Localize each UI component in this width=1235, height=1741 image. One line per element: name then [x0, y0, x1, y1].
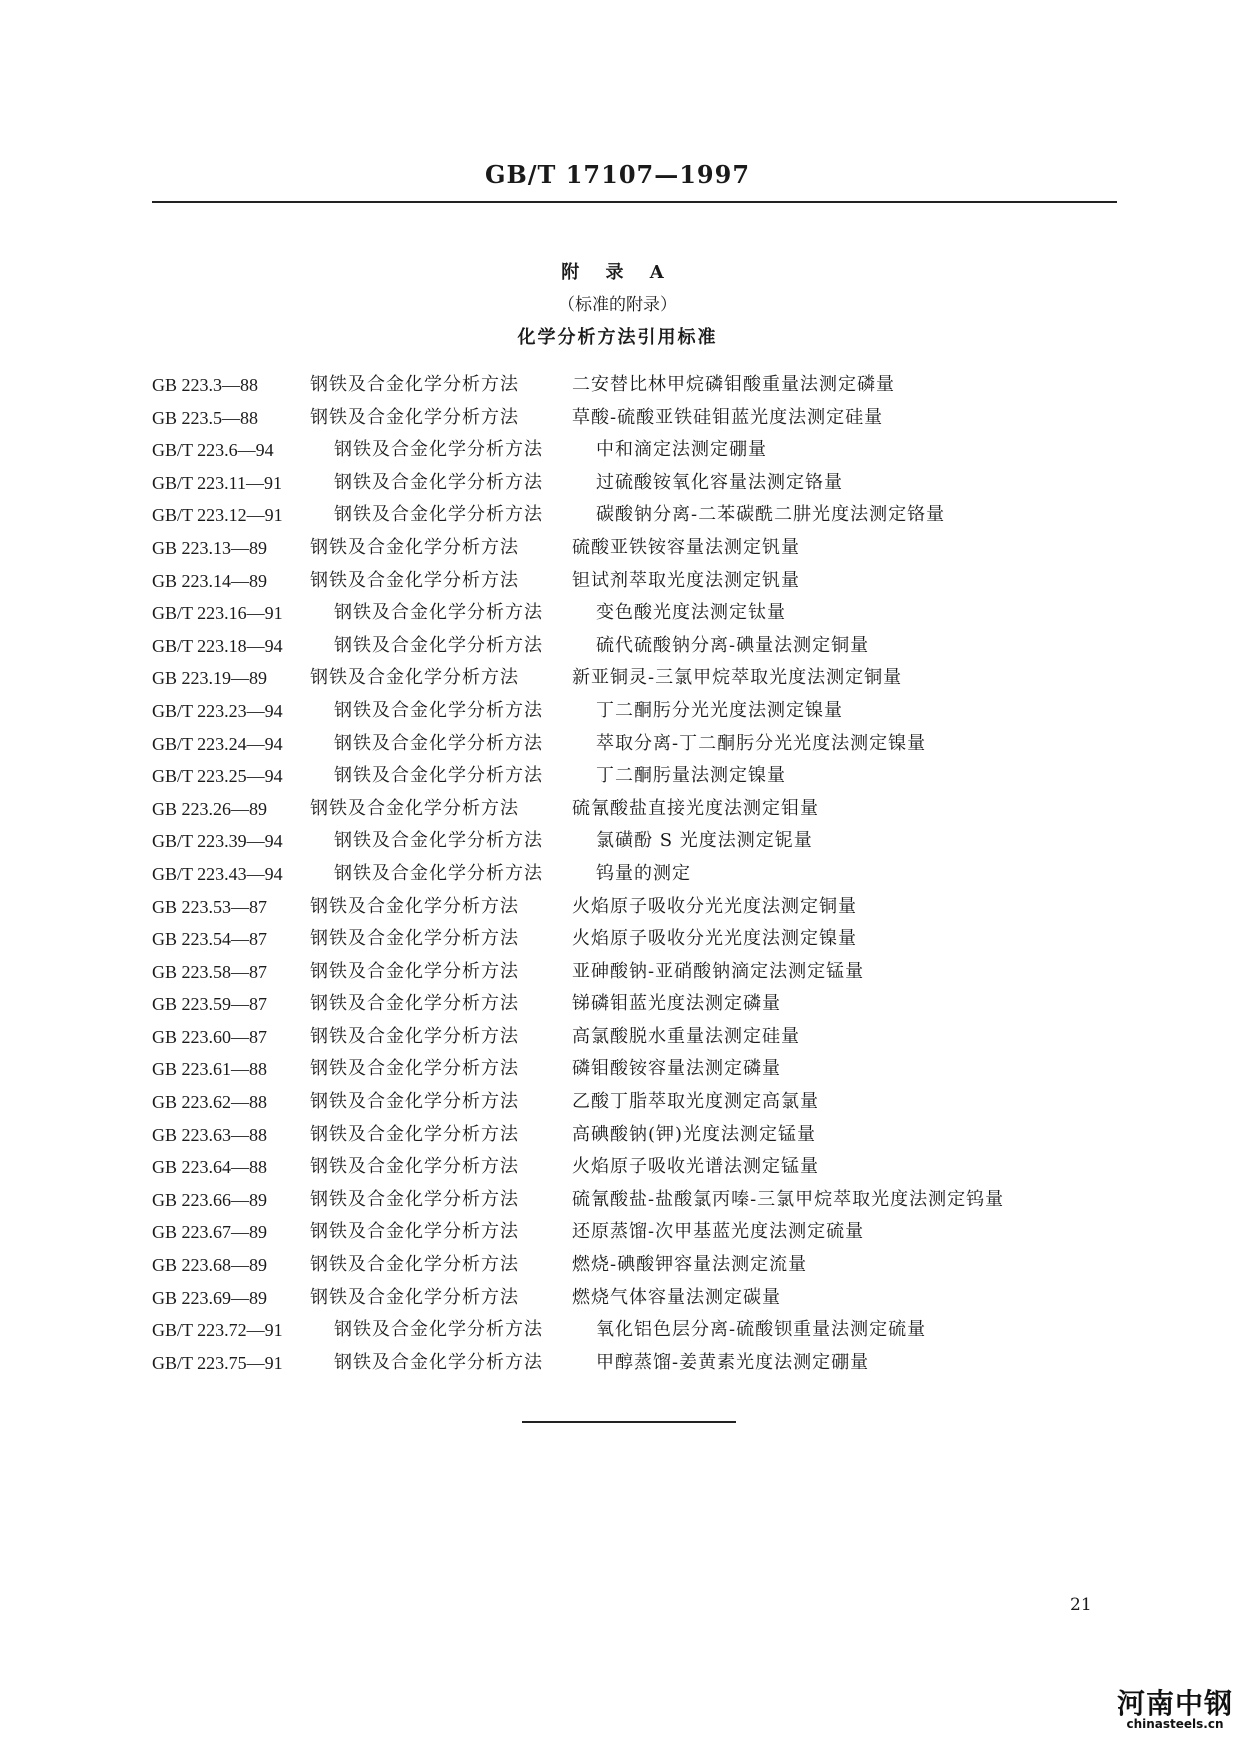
list-item — [152, 532, 1112, 565]
end-divider — [522, 1421, 736, 1423]
standard-code: GB 223.58—87 — [152, 961, 268, 982]
standard-code: GB/T 223.16—91 — [152, 603, 283, 624]
standard-series: 钢铁及合金化学分析方法 — [334, 471, 543, 493]
standard-series: 钢铁及合金化学分析方法 — [310, 1221, 519, 1243]
list-item — [152, 597, 1112, 630]
standard-code: GB 223.53—87 — [152, 896, 268, 917]
standard-title: 甲醇蒸馏-姜黄素光度法测定硼量 — [596, 1351, 870, 1373]
appendix-heading: 化学分析方法引用标准 — [517, 327, 718, 348]
standard-code: GB 223.5—88 — [152, 407, 259, 428]
standard-series: 钢铁及合金化学分析方法 — [310, 1188, 519, 1210]
standard-series: 钢铁及合金化学分析方法 — [310, 1254, 519, 1276]
standard-code: GB/T 223.75—91 — [152, 1352, 283, 1373]
standard-code: GB/T 223.12—91 — [152, 505, 283, 526]
standard-code: GB 223.13—89 — [152, 537, 268, 558]
list-item — [152, 1314, 1112, 1347]
standard-series: 钢铁及合金化学分析方法 — [334, 602, 543, 624]
standard-code: GB 223.69—89 — [152, 1287, 268, 1308]
standard-title: 中和滴定法测定硼量 — [596, 439, 767, 461]
standard-code: GB 223.64—88 — [152, 1157, 268, 1178]
standard-title: 硫氰酸盐直接光度法测定钼量 — [572, 797, 819, 819]
standard-title: 火焰原子吸收分光光度法测定铜量 — [572, 895, 857, 917]
list-item — [152, 1053, 1112, 1086]
list-item — [152, 825, 1112, 858]
standard-code: GB 223.63—88 — [152, 1124, 268, 1145]
standard-title: 锑磷钼蓝光度法测定磷量 — [572, 993, 781, 1015]
standard-series: 钢铁及合金化学分析方法 — [334, 765, 543, 787]
standard-series: 钢铁及合金化学分析方法 — [310, 406, 519, 428]
standard-title: 钨量的测定 — [596, 862, 691, 884]
standard-title: 硫氰酸盐-盐酸氯丙嗪-三氯甲烷萃取光度法测定钨量 — [572, 1188, 1005, 1210]
standard-code: GB/T 223.25—94 — [152, 766, 283, 787]
list-item — [152, 988, 1112, 1021]
standard-series: 钢铁及合金化学分析方法 — [310, 1025, 519, 1047]
standard-series: 钢铁及合金化学分析方法 — [310, 797, 519, 819]
standard-series: 钢铁及合金化学分析方法 — [334, 830, 543, 852]
standard-code: GB/T 223.6—94 — [152, 440, 274, 461]
appendix-title: 附 录 A — [561, 262, 674, 283]
list-item — [152, 728, 1112, 761]
standard-series: 钢铁及合金化学分析方法 — [334, 1351, 543, 1373]
standard-title: 高氯酸脱水重量法测定硅量 — [572, 1025, 800, 1047]
standard-title: 磷钼酸铵容量法测定磷量 — [572, 1058, 781, 1080]
standard-series: 钢铁及合金化学分析方法 — [310, 667, 519, 689]
standard-title: 氯磺酚 S 光度法测定铌量 — [596, 830, 813, 852]
watermark-site: chinasteels.cn — [1126, 1717, 1224, 1731]
standard-code: GB/T 223.24—94 — [152, 733, 283, 754]
standard-code: GB 223.26—89 — [152, 798, 268, 819]
standard-code: GB 223.60—87 — [152, 1026, 268, 1047]
standard-series: 钢铁及合金化学分析方法 — [334, 1319, 543, 1341]
page-number: 21 — [1070, 1595, 1092, 1615]
list-item — [152, 1282, 1112, 1315]
standard-code: GB 223.54—87 — [152, 929, 268, 950]
standard-code: GB 223.68—89 — [152, 1255, 268, 1276]
standard-series: 钢铁及合金化学分析方法 — [334, 634, 543, 656]
list-item — [152, 956, 1112, 989]
list-item — [152, 858, 1112, 891]
standard-series: 钢铁及合金化学分析方法 — [310, 374, 519, 395]
standard-series: 钢铁及合金化学分析方法 — [310, 1123, 519, 1145]
standard-series: 钢铁及合金化学分析方法 — [334, 862, 543, 884]
standard-title: 碳酸钠分离-二苯碳酰二肼光度法测定铬量 — [596, 504, 946, 526]
standard-title: 火焰原子吸收光谱法测定锰量 — [572, 1156, 819, 1178]
list-item — [152, 1119, 1112, 1152]
standard-code: GB 223.59—87 — [152, 994, 268, 1015]
list-item — [152, 793, 1112, 826]
standard-title: 硫代硫酸钠分离-碘量法测定铜量 — [596, 634, 870, 656]
standard-code: GB/T 223.11—91 — [152, 472, 283, 493]
appendix-subtitle: （标准的附录） — [558, 295, 677, 315]
list-item — [152, 662, 1112, 695]
standard-series: 钢铁及合金化学分析方法 — [310, 1286, 519, 1308]
standard-title: 新亚铜灵-三氯甲烷萃取光度法测定铜量 — [572, 667, 903, 689]
list-item — [152, 1021, 1112, 1054]
list-item — [152, 499, 1112, 532]
standards-list — [152, 369, 1112, 1379]
standard-code: GB/T 223.39—94 — [152, 831, 283, 852]
header-divider — [152, 201, 1117, 203]
list-item — [152, 565, 1112, 598]
list-item — [152, 695, 1112, 728]
watermark-brand: 河南中钢 — [1116, 1687, 1233, 1720]
standard-series: 钢铁及合金化学分析方法 — [334, 439, 543, 461]
standard-title: 高碘酸钠(钾)光度法测定锰量 — [572, 1123, 817, 1145]
standard-series: 钢铁及合金化学分析方法 — [310, 895, 519, 917]
standard-series: 钢铁及合金化学分析方法 — [310, 1091, 519, 1113]
standard-series: 钢铁及合金化学分析方法 — [334, 732, 543, 754]
standard-title: 丁二酮肟分光光度法测定镍量 — [596, 699, 843, 721]
standard-code: GB 223.67—89 — [152, 1222, 268, 1243]
standard-title: 氧化铝色层分离-硫酸钡重量法测定硫量 — [596, 1319, 927, 1341]
list-item — [152, 402, 1112, 435]
standard-title: 燃烧气体容量法测定碳量 — [572, 1286, 781, 1308]
list-item — [152, 1347, 1112, 1380]
standard-title: 钽试剂萃取光度法测定钒量 — [572, 569, 800, 591]
standard-title: 火焰原子吸收分光光度法测定镍量 — [572, 928, 857, 950]
standard-series: 钢铁及合金化学分析方法 — [310, 960, 519, 982]
standard-code: GB 223.61—88 — [152, 1059, 268, 1080]
list-item — [152, 923, 1112, 956]
standard-code: GB 223.19—89 — [152, 668, 268, 689]
standard-code: GB 223.14—89 — [152, 570, 268, 591]
standard-title: 还原蒸馏-次甲基蓝光度法测定硫量 — [572, 1221, 865, 1243]
standard-series: 钢铁及合金化学分析方法 — [310, 569, 519, 591]
list-item — [152, 1184, 1112, 1217]
standard-title: 硫酸亚铁铵容量法测定钒量 — [572, 536, 800, 558]
list-item — [152, 1216, 1112, 1249]
list-item — [152, 369, 1112, 402]
standard-code: GB/T 223.18—94 — [152, 635, 283, 656]
standard-series: 钢铁及合金化学分析方法 — [334, 504, 543, 526]
list-item — [152, 760, 1112, 793]
standard-code: GB 223.62—88 — [152, 1092, 268, 1113]
standard-title: 乙酸丁脂萃取光度测定高氯量 — [572, 1091, 819, 1113]
watermark-logo — [1115, 1687, 1235, 1731]
standard-code: GB/T 223.43—94 — [152, 863, 283, 884]
standard-series: 钢铁及合金化学分析方法 — [310, 993, 519, 1015]
standard-code: GB/T 223.72—91 — [152, 1320, 283, 1341]
standard-number-header: GB/T 17107—1997 — [484, 160, 751, 189]
standard-title: 二安替比林甲烷磷钼酸重量法测定磷量 — [572, 374, 895, 395]
list-item — [152, 891, 1112, 924]
list-item — [152, 1151, 1112, 1184]
standard-title: 变色酸光度法测定钛量 — [596, 602, 786, 624]
list-item — [152, 1086, 1112, 1119]
standard-series: 钢铁及合金化学分析方法 — [310, 1156, 519, 1178]
standard-code: GB/T 223.23—94 — [152, 700, 283, 721]
standard-series: 钢铁及合金化学分析方法 — [310, 1058, 519, 1080]
standard-title: 燃烧-碘酸钾容量法测定流量 — [572, 1254, 808, 1276]
standard-series: 钢铁及合金化学分析方法 — [334, 699, 543, 721]
standard-series: 钢铁及合金化学分析方法 — [310, 536, 519, 558]
standard-title: 过硫酸铵氧化容量法测定铬量 — [596, 471, 843, 493]
standard-series: 钢铁及合金化学分析方法 — [310, 928, 519, 950]
standard-title: 丁二酮肟量法测定镍量 — [596, 765, 786, 787]
list-item — [152, 630, 1112, 663]
standard-title: 亚砷酸钠-亚硝酸钠滴定法测定锰量 — [572, 960, 865, 982]
list-item — [152, 467, 1112, 500]
standard-title: 草酸-硫酸亚铁硅钼蓝光度法测定硅量 — [572, 406, 884, 428]
standard-title: 萃取分离-丁二酮肟分光光度法测定镍量 — [596, 732, 927, 754]
list-item — [152, 434, 1112, 467]
list-item — [152, 1249, 1112, 1282]
standard-code: GB 223.3—88 — [152, 375, 259, 395]
standard-code: GB 223.66—89 — [152, 1189, 268, 1210]
